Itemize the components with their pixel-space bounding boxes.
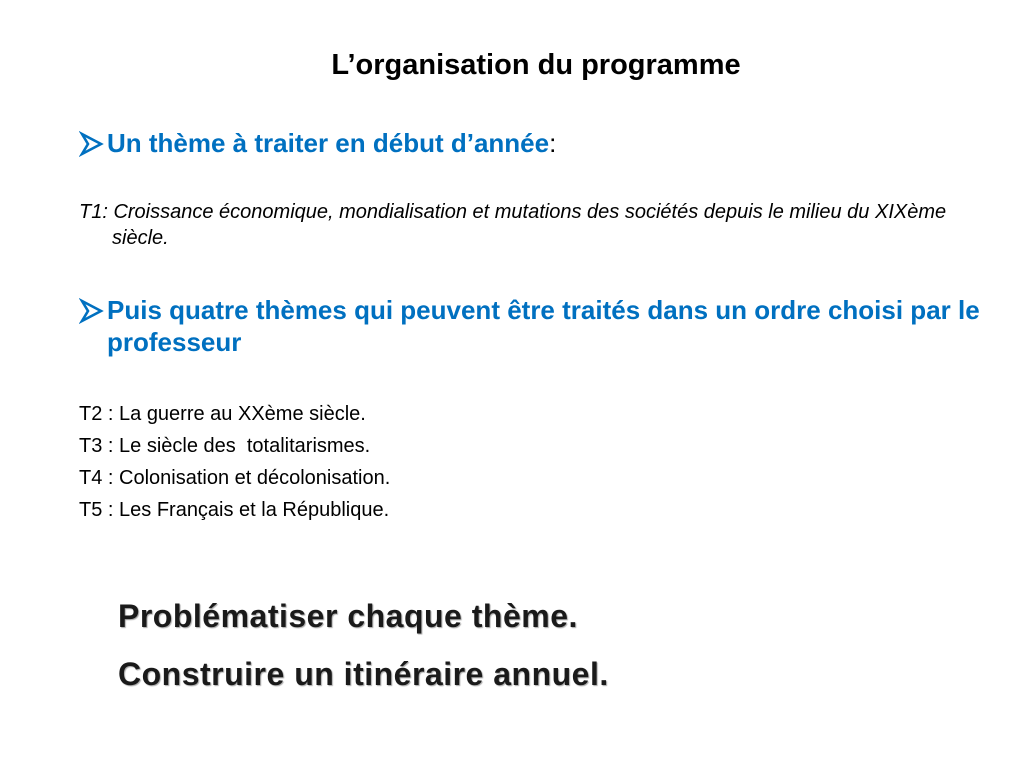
bullet-intro-colon: :: [549, 128, 557, 158]
themes-list: [79, 398, 390, 526]
arrow-bullet-icon: [79, 294, 105, 326]
theme-item-t4: T4 : Colonisation et décolonisation.: [79, 467, 391, 489]
bullet-four-themes-text: Puis quatre thèmes qui peuvent être traités dans un ordre choisi par le professeur: [107, 295, 980, 357]
theme-item-t2: T2 : La guerre au XXème siècle.: [79, 403, 366, 425]
bullet-four-themes: [79, 294, 999, 358]
theme-item-t3: T3 : Le siècle des totalitarismes.: [79, 435, 371, 457]
bullet-intro-text: Un thème à traiter en début d’année: [107, 128, 550, 158]
theme-t1-description: T1: Croissance économique, mondialisation et mutations des sociétés depuis le milieu du XIXème siècle.: [79, 201, 947, 249]
theme-item-t5: T5 : Les Français et la République.: [79, 499, 390, 521]
arrow-bullet-icon: [79, 127, 105, 159]
closing-statement-problematize: Problématiser chaque thème.: [118, 598, 578, 634]
closing-statement-itinerary: Construire un itinéraire annuel.: [118, 656, 609, 692]
slide-title: L’organisation du programme: [331, 49, 741, 81]
bullet-intro-theme: [79, 127, 779, 159]
